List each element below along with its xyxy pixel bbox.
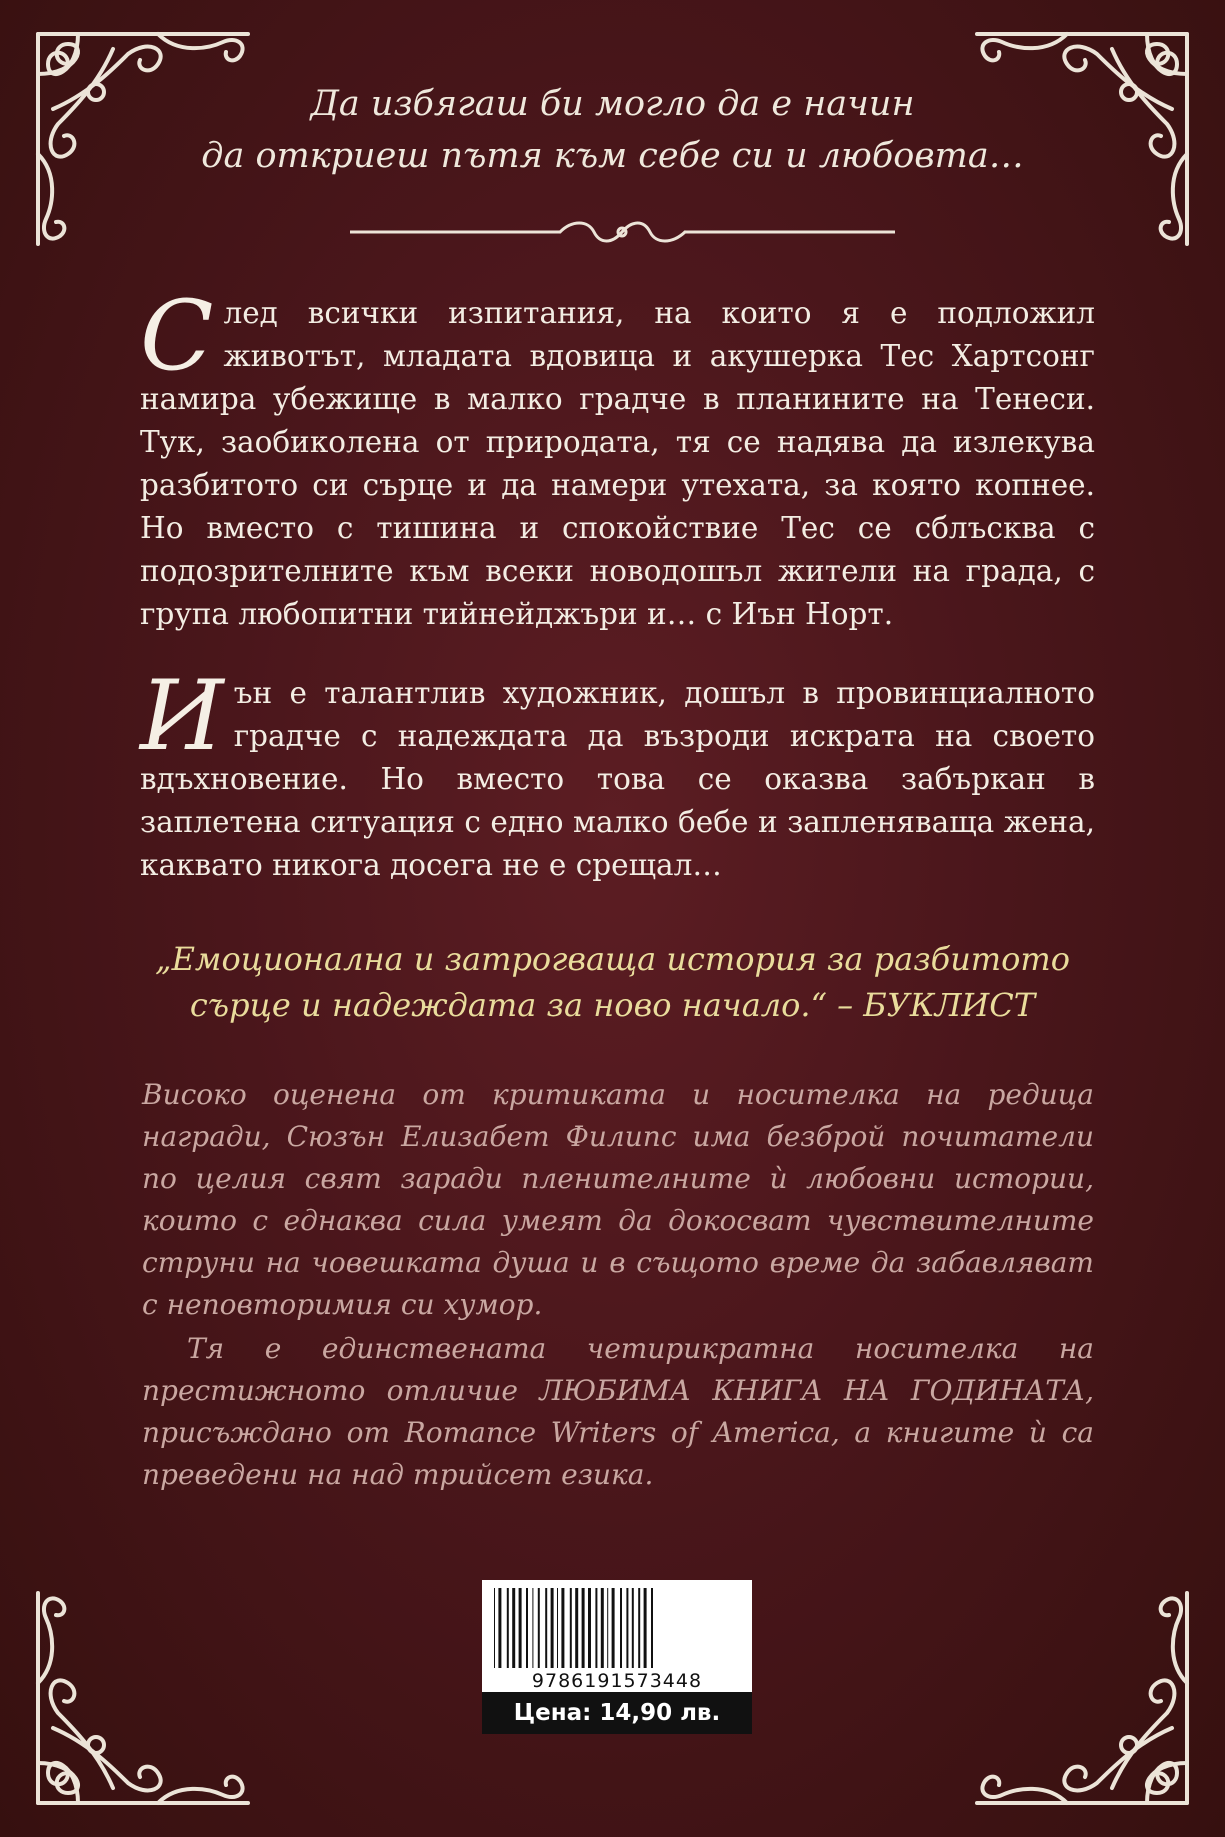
isbn-number: 9786191573448 <box>531 1670 703 1692</box>
price-tag: Цена: 14,90 лв. <box>482 1692 752 1734</box>
barcode-bar <box>519 1588 522 1668</box>
review-quote <box>100 936 1125 1028</box>
barcode-bar <box>561 1588 564 1668</box>
tagline-line-2: да откриеш пътя към себе си и любовта… <box>201 136 1024 176</box>
synopsis-paragraph-2 <box>140 660 1095 887</box>
barcode-bar <box>512 1588 515 1668</box>
dropcap-1: С <box>140 280 214 392</box>
author-bio-paragraph-1: Високо оценена от критиката и носителка на редица награди, Сюзън Елизабет Филипс има безброй почитатели по целия свят заради пленителните ѝ любовни истории, които с еднаква сила умеят да докосват чувствителните струни на човешката душа и в същото време да забавляват с неповторимия си хумор. <box>142 1078 1094 1321</box>
barcode-bar <box>526 1588 528 1668</box>
barcode-bar <box>551 1588 554 1668</box>
barcode-bar <box>538 1588 540 1668</box>
barcode-bar <box>644 1588 647 1668</box>
barcode-bar <box>601 1588 604 1668</box>
barcode-bar <box>494 1588 495 1668</box>
barcode-bar <box>620 1588 622 1668</box>
synopsis-text-2: ън е талантлив художник, дошъл в провинциалното градче с надеждата да възроди искрата на своето вдъхновение. Но вместо това се оказва забъркан в заплетена ситуация с едно малко бебе и запленяваща жена, каквато никога досега не е срещал… <box>140 676 1095 882</box>
tagline-line-1: Да избягаш би могло да е начин <box>310 84 915 124</box>
barcode-bar <box>607 1588 608 1668</box>
barcode-bar <box>632 1588 634 1668</box>
barcode-bar <box>588 1588 591 1668</box>
dropcap-2: И <box>140 660 224 772</box>
author-bio-paragraph-2: Тя е единствената четирикратна носителка на престижното отличие ЛЮБИМА КНИГА НА ГОДИНАТА, присъждано от Romance Writers of America, а книгите ѝ са преведени на над трийсет езика. <box>142 1332 1094 1491</box>
quote-line-1: „Емоционална и затрогваща история за разбитото <box>154 940 1071 978</box>
barcode-bar <box>638 1588 640 1668</box>
barcode-bars <box>492 1588 742 1668</box>
barcode-bar <box>532 1588 533 1668</box>
barcode-bar <box>595 1588 597 1668</box>
synopsis-text-1: лед всички изпитания, на които я е подложил животът, младата вдовица и акушерка Тес Хартсонг намира убежище в малко градче в планините на Тенеси. Тук, заобиколена от природата, тя се надява да излекува разбитото си сърце и да намери утехата, за която копнее. Но вместо с тишина и спокойствие Тес се сблъсква с подозрителните към всеки новодошъл жители на града, с група любопитни тийнейджъри и… с Иън Норт. <box>140 296 1095 631</box>
corner-ornament-bottom-left <box>18 1563 278 1823</box>
tagline <box>0 78 1225 182</box>
barcode-bar <box>626 1588 628 1668</box>
corner-ornament-bottom-right <box>947 1563 1207 1823</box>
barcode-bar <box>507 1588 509 1668</box>
ornamental-divider <box>350 214 895 250</box>
barcode-bar <box>651 1588 653 1668</box>
barcode-label <box>482 1580 752 1734</box>
barcode-bar <box>612 1588 615 1668</box>
barcode-bar <box>570 1588 572 1668</box>
barcode-bar <box>557 1588 558 1668</box>
barcode-bar <box>575 1588 578 1668</box>
quote-line-2: сърце и надеждата за ново начало.“ – БУКЛИСТ <box>189 986 1036 1024</box>
barcode-bar <box>545 1588 547 1668</box>
barcode-bar <box>498 1588 501 1668</box>
barcode-bar <box>582 1588 585 1668</box>
synopsis-paragraph-1 <box>140 280 1095 636</box>
